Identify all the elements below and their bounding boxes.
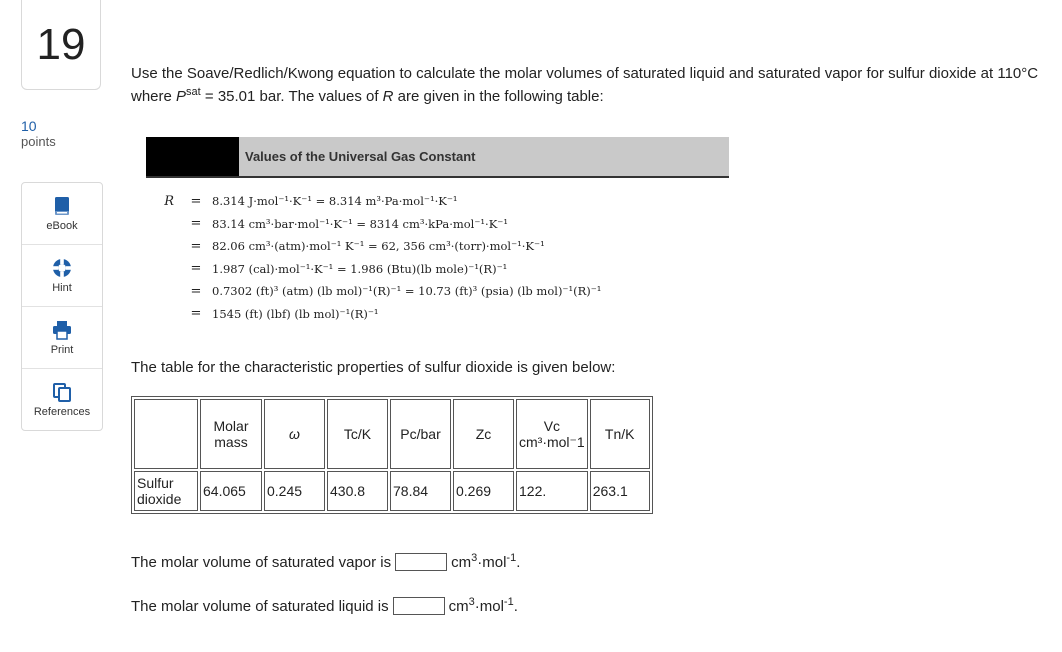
lifebuoy-icon — [52, 258, 72, 278]
equals-sign: = — [190, 306, 202, 322]
vapor-answer — [131, 553, 520, 571]
ebook-label: eBook — [46, 219, 78, 232]
properties-intro: The table for the characteristic properties of sulfur dioxide is given below: — [131, 359, 616, 376]
vapor-volume-input[interactable] — [395, 553, 447, 571]
r-symbol: R — [382, 88, 394, 105]
copy-icon — [52, 382, 72, 402]
points-display — [21, 118, 56, 149]
cell-omega: 0.245 — [264, 471, 325, 511]
question-number: 19 — [21, 0, 101, 90]
ebook-button[interactable] — [22, 183, 102, 245]
header-omega: ω — [264, 399, 325, 469]
header-vc: Vc cm³·mol⁻1 — [516, 399, 588, 469]
psat-superscript: sat — [186, 86, 201, 98]
gas-constant-value: 82.06 cm³·(atm)·mol⁻¹ K⁻¹ = 62, 356 cm³·(torr)·mol⁻¹·K⁻¹ — [212, 239, 545, 254]
row-substance: Sulfur dioxide — [134, 471, 198, 511]
hint-button[interactable] — [22, 245, 102, 307]
r-label: R — [164, 193, 174, 209]
header-black-block — [146, 137, 239, 176]
gas-constant-value: 1.987 (cal)·mol⁻¹·K⁻¹ = 1.986 (Btu)(lb mole)⁻¹(R)⁻¹ — [212, 261, 508, 276]
liquid-answer — [131, 597, 518, 615]
prompt-text-2: = 35.01 bar. The values of — [200, 88, 383, 105]
gas-constant-table — [146, 137, 729, 325]
printer-icon — [52, 320, 72, 340]
table-row — [134, 471, 650, 511]
header-zc: Zc — [453, 399, 514, 469]
gas-constant-header — [146, 137, 729, 178]
equals-sign: = — [190, 283, 202, 299]
gas-constant-value: 1545 (ft) (lbf) (lb mol)⁻¹(R)⁻¹ — [212, 306, 379, 321]
references-button[interactable] — [22, 369, 102, 430]
header-tn: Tn/K — [590, 399, 650, 469]
print-label: Print — [50, 343, 74, 356]
print-button[interactable] — [22, 307, 102, 369]
equals-sign: = — [190, 216, 202, 232]
cell-tc: 430.8 — [327, 471, 388, 511]
gas-constant-title: Values of the Universal Gas Constant — [239, 137, 729, 176]
cell-pc: 78.84 — [390, 471, 451, 511]
gas-constant-value: 0.7302 (ft)³ (atm) (lb mol)⁻¹(R)⁻¹ = 10.73 (ft)³ (psia) (lb mol)⁻¹(R)⁻¹ — [212, 284, 602, 299]
cell-molar-mass: 64.065 — [200, 471, 262, 511]
cell-vc: 122. — [516, 471, 588, 511]
gas-constant-row — [146, 235, 729, 258]
cell-tn: 263.1 — [590, 471, 650, 511]
properties-table — [131, 396, 653, 514]
gas-constant-row — [146, 213, 729, 236]
vapor-unit: $cm^3\cdot mol^{-1}$. — [451, 551, 521, 571]
book-icon — [52, 196, 72, 216]
gas-constant-row — [146, 258, 729, 281]
liquid-unit: $cm^3\cdot mol^{-1}$. — [448, 595, 518, 615]
prompt-text-3: are given in the following table: — [393, 88, 604, 105]
equals-sign: = — [190, 261, 202, 277]
prompt-text-1: Use the Soave/Redlich/Kwong equation to calculate the molar volumes of saturated liquid and saturated vapor for sulfur dioxide at 110°C where — [131, 65, 1039, 105]
liquid-volume-input[interactable] — [393, 597, 445, 615]
vapor-answer-label: The molar volume of saturated vapor is — [131, 553, 392, 571]
gas-constant-value: 8.314 J·mol⁻¹·K⁻¹ = 8.314 m³·Pa·mol⁻¹·K⁻¹ — [212, 194, 458, 209]
cell-zc: 0.269 — [453, 471, 514, 511]
points-label: points — [21, 134, 56, 149]
header-molar-mass: Molar mass — [200, 399, 262, 469]
references-label: References — [33, 405, 91, 418]
gas-constant-value: 83.14 cm³·bar·mol⁻¹·K⁻¹ = 8314 cm³·kPa·mol⁻¹·K⁻¹ — [212, 216, 508, 231]
gas-constant-equations — [146, 190, 729, 325]
gas-constant-row — [146, 190, 729, 213]
tools-panel — [21, 182, 103, 431]
psat-symbol: P — [176, 88, 187, 105]
points-value: 10 — [21, 118, 37, 134]
table-header-row — [134, 399, 650, 469]
header-pc: Pc/bar — [390, 399, 451, 469]
hint-label: Hint — [52, 281, 72, 294]
liquid-answer-label: The molar volume of saturated liquid is — [131, 597, 389, 615]
question-prompt — [131, 62, 1051, 108]
equals-sign: = — [190, 238, 202, 254]
header-cell-empty — [134, 399, 198, 469]
gas-constant-row — [146, 280, 729, 303]
equals-sign: = — [190, 193, 202, 209]
gas-constant-row — [146, 303, 729, 326]
header-tc: Tc/K — [327, 399, 388, 469]
